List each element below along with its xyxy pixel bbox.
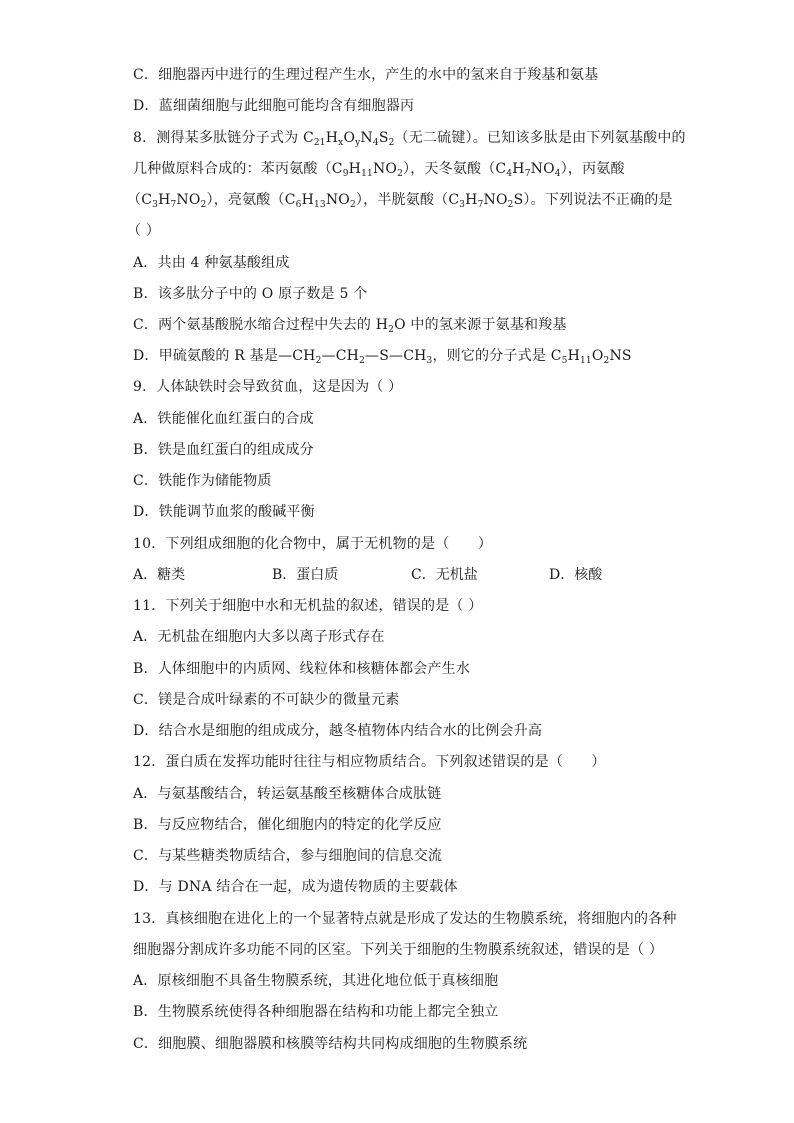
q13-option-c: C．细胞膜、细胞器膜和核膜等结构共同构成细胞的生物膜系统 bbox=[133, 1036, 528, 1052]
q9-option-d: D．铁能调节血浆的酸碱平衡 bbox=[133, 504, 315, 520]
q11-option-b: B．人体细胞中的内质网、线粒体和核糖体都会产生水 bbox=[133, 661, 471, 677]
q8-answer-blank: （ ） bbox=[127, 223, 161, 239]
q13-stem-line-2: 细胞器分割成许多功能不同的区室。下列关于细胞的生物膜系统叙述，错误的是（ ） bbox=[133, 942, 664, 958]
q10-option-c: C．无机盐 bbox=[411, 567, 478, 583]
q8-option-b: B．该多肽分子中的 O 原子数是 5 个 bbox=[133, 286, 368, 302]
q7-option-d: D．蓝细菌细胞与此细胞可能均含有细胞器丙 bbox=[133, 98, 415, 114]
q8-stem-line-1: 8．测得某多肽链分子式为 $C_{21}H_xO_yN_4S_2$（无二硫键）。已知该多肽是由下列氨基酸中的 bbox=[133, 130, 686, 148]
q9-stem: 9．人体缺铁时会导致贫血，这是因为（ ） bbox=[133, 379, 403, 395]
q8-option-a: A．共由 4 种氨基酸组成 bbox=[133, 255, 290, 271]
q12-option-d: D．与 DNA 结合在一起，成为遗传物质的主要载体 bbox=[133, 879, 458, 895]
q12-option-a: A．与氨基酸结合，转运氨基酸至核糖体合成肽链 bbox=[133, 786, 442, 802]
q7-option-c: C．细胞器丙中进行的生理过程产生水，产生的水中的氢来自于羧基和氨基 bbox=[133, 67, 599, 83]
q9-option-a: A．铁能催化血红蛋白的合成 bbox=[133, 411, 314, 427]
q11-stem: 11．下列关于细胞中水和无机盐的叙述，错误的是（ ） bbox=[133, 598, 483, 614]
q8-stem-line-3: $(C_3H_7NO_2)$，亮氨酸$(C_6H_{13}NO_2)$，半胱氨酸$(C_3H_7NO_2S)$。下列说法不正确的是 bbox=[127, 192, 673, 210]
q11-option-d: D．结合水是细胞的组成成分，越冬植物体内结合水的比例会升高 bbox=[133, 723, 543, 739]
q9-option-b: B．铁是血红蛋白的组成成分 bbox=[133, 442, 314, 458]
q8-stem-line-2: 几种做原料合成的：苯丙氨酸$(C_9H_{11}NO_2)$，天冬氨酸$(C_4H_7NO_4)$，丙氨酸 bbox=[133, 161, 625, 179]
q12-option-b: B．与反应物结合，催化细胞内的特定的化学反应 bbox=[133, 817, 442, 833]
q10-option-d: D．核酸 bbox=[549, 567, 603, 583]
q11-option-c: C．镁是合成叶绿素的不可缺少的微量元素 bbox=[133, 692, 400, 708]
q9-option-c: C．铁能作为储能物质 bbox=[133, 473, 272, 489]
q8-option-c: C．两个氨基酸脱水缩合过程中失去的 $H_2O$ 中的氢来源于氨基和羧基 bbox=[133, 317, 567, 335]
q12-option-c: C．与某些糖类物质结合，参与细胞间的信息交流 bbox=[133, 848, 443, 864]
q10-option-a: A．糖类 bbox=[133, 567, 186, 583]
q10-option-b: B．蛋白质 bbox=[272, 567, 339, 583]
q12-stem: 12．蛋白质在发挥功能时往往与相应物质结合。下列叙述错误的是（ ） bbox=[133, 754, 606, 770]
q11-option-a: A．无机盐在细胞内大多以离子形式存在 bbox=[133, 629, 385, 645]
q10-stem: 10．下列组成细胞的化合物中，属于无机物的是（ ） bbox=[133, 536, 493, 552]
q8-option-d: D．甲硫氨酸的 R 基是$—CH_2—CH_2—S—CH_3$，则它的分子式是 $C_5H_{11}O_2NS$ bbox=[133, 348, 632, 366]
q13-stem-line-1: 13．真核细胞在进化上的一个显著特点就是形成了发达的生物膜系统，将细胞内的各种 bbox=[133, 911, 677, 927]
q13-option-b: B．生物膜系统使得各种细胞器在结构和功能上都完全独立 bbox=[133, 1004, 499, 1020]
q13-option-a: A．原核细胞不具备生物膜系统，其进化地位低于真核细胞 bbox=[133, 973, 499, 989]
